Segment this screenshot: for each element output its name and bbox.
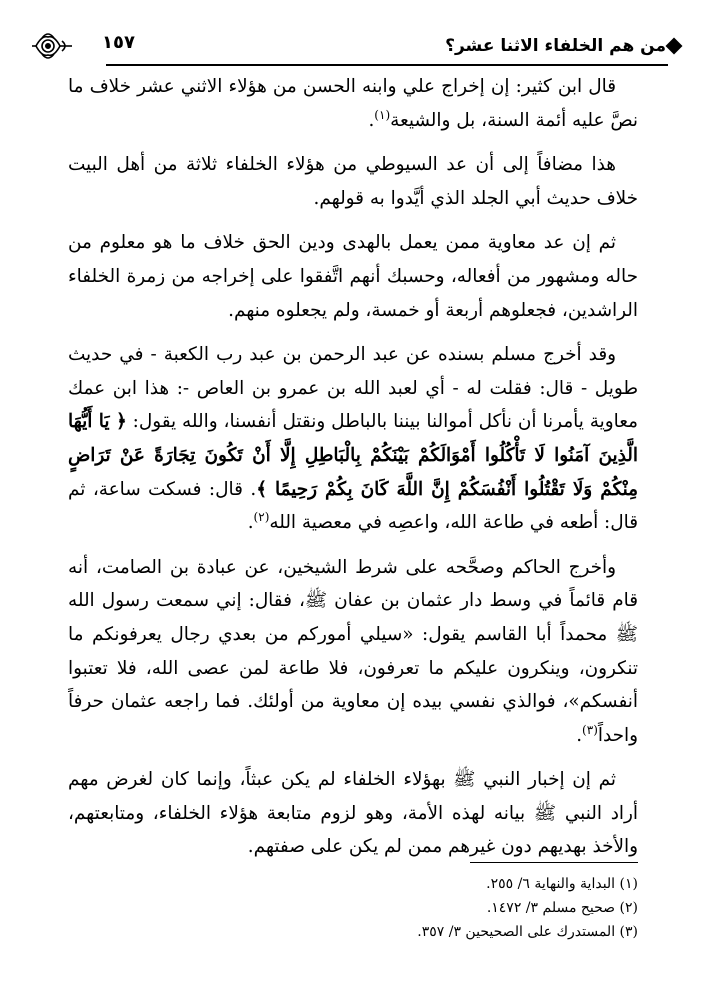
- paragraph-muawiya: [68, 226, 638, 327]
- header-rule: [106, 64, 668, 66]
- chapter-title: من هم الخلفاء الاثنا عشر؟: [445, 36, 666, 56]
- paragraph-hakim: [68, 551, 638, 753]
- footnote-2: (٢) صحيح مسلم ٣/ ١٤٧٢.: [486, 900, 638, 916]
- paragraph-text: ثم إن عد معاوية ممن يعمل بالهدى ودين الحق خلاف ما هو معلوم من حاله ومشهور من أفعاله، وحسبك أنهم اتَّفقوا على إخراجه من زمرة الخلفاء الراشدين، فجعلوهم أربعة أو خمسة، ولم يجعلوه منهم.: [68, 232, 638, 321]
- hadith-outro: . قال: فسكت ساعة، ثم قال: أطعه في طاعة الله، واعصِه في معصية الله: [68, 478, 638, 534]
- running-header: [28, 27, 680, 65]
- paragraph-text: قال ابن كثير: إن إخراج علي وابنه الحسن من هؤلاء الاثني عشر خلاف ما نصَّ عليه أئمة السنة، بل والشيعة: [68, 76, 638, 131]
- header-diamond: [666, 38, 683, 55]
- paragraph-tail: .: [368, 109, 375, 131]
- paragraph-suyuti: [68, 148, 638, 215]
- paragraph-text: ثم إن إخبار النبي ﷺ بهؤلاء الخلفاء لم يكن عبثاً، وإنما كان لغرض مهم أراد النبي ﷺ بيانه لهذه الأمة، وهو لزوم متابعة هؤلاء الخلفاء، ومتابعتهم، والأخذ بهديهم دون غيرهم ممن لم يكن على صفتهم.: [68, 769, 638, 858]
- paragraph-text: هذا مضافاً إلى أن عد السيوطي من هؤلاء الخلفاء ثلاثة من أهل البيت خلاف حديث أبي الجلد الذي أيَّدوا به قولهم.: [68, 154, 638, 209]
- footnotes: [200, 872, 638, 944]
- paragraph-ibn-kathir: [68, 70, 638, 137]
- paragraph-text: وأخرج الحاكم وصحَّحه على شرط الشيخين، عن عبادة بن الصامت، أنه قام قائماً في وسط دار عثمان بن عفان ﷺ، فقال: إني سمعت رسول الله ﷺ محمداً أبا القاسم يقول: «سيلي أموركم من بعدي رجال يعرفونكم ما تنكرون، وينكرون عليكم ما تعرفون، فلا طاعة لمن عصى الله، فلا تعتبوا أنفسكم»، فوالذي نفسي بيده إن معاوية من أولئك. فما راجعه عثمان حرفاً واحداً: [68, 556, 638, 746]
- footnote-ref[interactable]: (٢): [253, 510, 270, 524]
- page-number: ١٥٧: [102, 32, 135, 53]
- footnote-ref[interactable]: (١): [374, 107, 391, 122]
- footnote-1: (١) البداية والنهاية ٦/ ٢٥٥.: [486, 876, 638, 892]
- paragraph-tail: .: [247, 512, 254, 534]
- hadith-intro: وقد أخرج مسلم بسنده عن عبد الرحمن بن عبد رب الكعبة - في حديث طويل - قال: فقلت له - أي لعبد الله بن عمرو بن العاص -: هذا ابن عمك معاوية يأمرنا أن نأكل أموالنا بيننا بالباطل ونقتل أنفسنا، والله يقول:: [68, 344, 638, 433]
- footnote-rule: [470, 862, 638, 863]
- paragraph-final: [68, 763, 638, 864]
- paragraph-muslim-hadith: [68, 338, 638, 540]
- ornament-icon: [28, 27, 92, 65]
- paragraph-tail: .: [576, 724, 583, 746]
- footnote-3: (٣) المستدرك على الصحيحين ٣/ ٣٥٧.: [417, 924, 638, 940]
- footnote-ref[interactable]: (٣): [582, 722, 598, 737]
- quran-verse: ﴿ يَا أَيُّهَا الَّذِينَ آمَنُوا لَا تَأْكُلُوا أَمْوَالَكُمْ بَيْنَكُمْ بِالْبَاطِلِ إِلَّا أَنْ تَكُونَ تِجَارَةً عَنْ تَرَاضٍ مِنْكُمْ وَلَا تَقْتُلُوا أَنْفُسَكُمْ إِنَّ اللَّهَ كَانَ بِكُمْ رَحِيمًا ﴾: [68, 411, 638, 500]
- main-text: [68, 70, 638, 875]
